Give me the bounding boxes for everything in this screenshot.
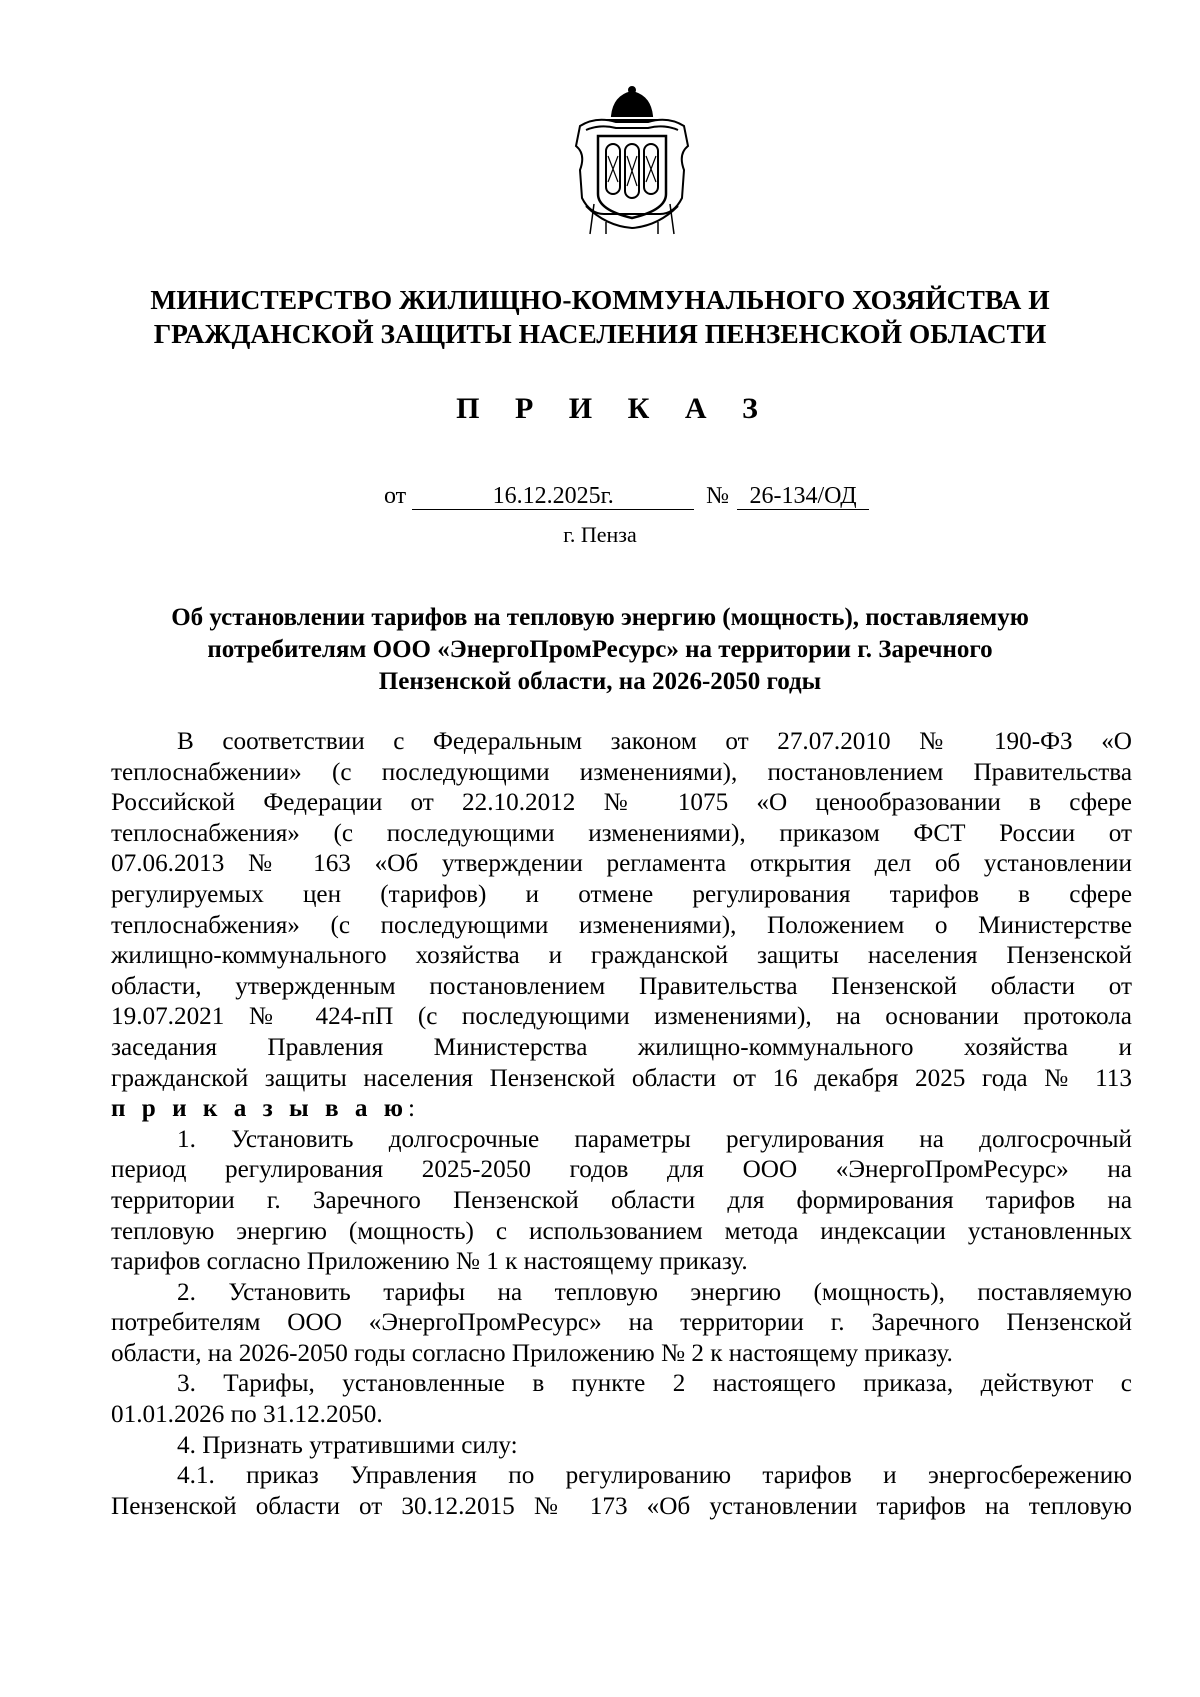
document-type-title: П Р И К А З bbox=[456, 392, 772, 425]
text-line: жилищно-коммунального хозяйства и гражданской защиты населения Пензенской bbox=[111, 942, 1132, 970]
date-prefix: от bbox=[384, 483, 407, 509]
text-line: теплоснабжения» (с последующими изменениями), приказом ФСТ России от bbox=[111, 819, 1132, 847]
text-line: 2. Установить тарифы на тепловую энергию (мощность), поставляемую bbox=[177, 1278, 1132, 1306]
text-line: тепловую энергию (мощность) с использованием метода индексации установленных bbox=[111, 1217, 1132, 1245]
order-keyword: п р и к а з ы в а ю bbox=[111, 1095, 409, 1123]
text-line: Пензенской области от 30.12.2015 № 173 «Об установлении тарифов на тепловую bbox=[111, 1492, 1132, 1520]
text-line: 4.1. приказ Управления по регулированию тарифов и энергосбережению bbox=[177, 1462, 1132, 1490]
text-line: Российской Федерации от 22.10.2012 № 1075 «О ценообразовании в сфере bbox=[111, 789, 1132, 817]
text-line: регулируемых цен (тарифов) и отмене регулирования тарифов в сфере bbox=[111, 880, 1132, 908]
text-line: потребителям ООО «ЭнергоПромРесурс» на территории г. Заречного Пензенской bbox=[111, 1309, 1132, 1337]
item-4-paragraph bbox=[111, 1431, 1132, 1462]
text-line: заседания Правления Министерства жилищно-коммунального хозяйства и bbox=[111, 1033, 1132, 1061]
text-line: период регулирования 2025-2050 годов для ООО «ЭнергоПромРесурс» на bbox=[111, 1156, 1132, 1184]
city-name: г. Пенза bbox=[563, 522, 637, 547]
text-line: теплоснабжении» (с последующими изменениями), постановлением Правительства bbox=[111, 758, 1132, 786]
preamble-paragraph bbox=[111, 727, 1132, 1125]
subject-line: потребителям ООО «ЭнергоПромРесурс» на территории г. Заречного bbox=[207, 636, 993, 663]
item-4-1-paragraph bbox=[111, 1461, 1132, 1522]
order-number: 26-134/ОД bbox=[737, 483, 869, 510]
number-sign: № bbox=[706, 483, 730, 509]
text-line: 07.06.2013 № 163 «Об утверждении регламента открытия дел об установлении bbox=[111, 850, 1132, 878]
order-date: 16.12.2025г. bbox=[412, 483, 694, 510]
ministry-name-line-2: ГРАЖДАНСКОЙ ЗАЩИТЫ НАСЕЛЕНИЯ ПЕНЗЕНСКОЙ ОБЛАСТИ bbox=[153, 318, 1047, 349]
text-line: 01.01.2026 по 31.12.2050. bbox=[111, 1401, 383, 1429]
text-line: территории г. Заречного Пензенской области для формирования тарифов на bbox=[111, 1186, 1132, 1214]
text-line: 19.07.2021 № 424-пП (с последующими изменениями), на основании протокола bbox=[111, 1003, 1132, 1031]
coat-of-arms-emblem bbox=[566, 86, 698, 236]
order-keyword-colon: : bbox=[408, 1095, 416, 1123]
subject-line: Об установлении тарифов на тепловую энергию (мощность), поставляемую bbox=[171, 604, 1029, 631]
ministry-name bbox=[80, 283, 1120, 351]
text-line: 4. Признать утратившими силу: bbox=[177, 1431, 518, 1459]
subject-line: Пензенской области, на 2026-2050 годы bbox=[378, 668, 822, 695]
order-keyword-line bbox=[111, 1094, 1132, 1125]
text-line: теплоснабжения» (с последующими изменениями), Положением о Министерстве bbox=[111, 911, 1132, 939]
text-line: области, утвержденным постановлением Правительства Пензенской области от bbox=[111, 972, 1132, 1000]
text-line: гражданской защиты населения Пензенской области от 16 декабря 2025 года № 113 bbox=[111, 1064, 1132, 1092]
text-line: 1. Установить долгосрочные параметры регулирования на долгосрочный bbox=[177, 1125, 1132, 1153]
text-line: тарифов согласно Приложению № 1 к настоящему приказу. bbox=[111, 1248, 748, 1276]
ministry-name-line-1: МИНИСТЕРСТВО ЖИЛИЩНО-КОММУНАЛЬНОГО ХОЗЯЙСТВА И bbox=[150, 284, 1050, 315]
text-line: 3. Тарифы, установленные в пункте 2 настоящего приказа, действуют с bbox=[177, 1370, 1132, 1398]
item-2-paragraph bbox=[111, 1278, 1132, 1370]
order-subject bbox=[130, 602, 1070, 698]
date-number-line bbox=[384, 481, 869, 511]
item-1-paragraph bbox=[111, 1125, 1132, 1278]
text-line: области, на 2026-2050 годы согласно Приложению № 2 к настоящему приказу. bbox=[111, 1339, 953, 1367]
order-body bbox=[111, 727, 1132, 1522]
text-line: В соответствии с Федеральным законом от 27.07.2010 № 190-ФЗ «О bbox=[177, 728, 1132, 755]
item-3-paragraph bbox=[111, 1369, 1132, 1430]
